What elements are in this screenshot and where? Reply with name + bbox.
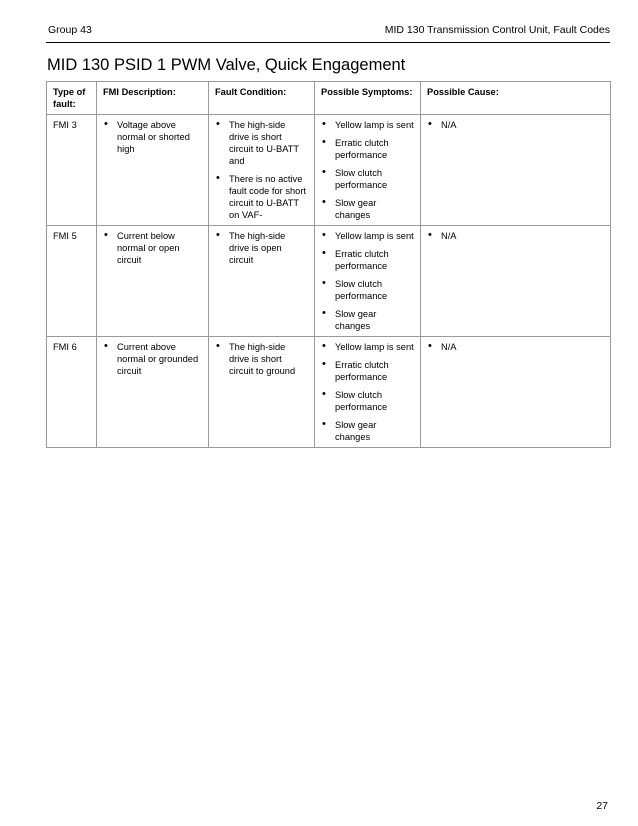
table-body — [47, 115, 611, 448]
cell-cause — [421, 226, 611, 337]
bullet-icon: • — [322, 277, 326, 289]
list-item-text: N/A — [441, 342, 457, 352]
cell-cause — [421, 337, 611, 448]
cell-fault-type: FMI 6 — [47, 337, 97, 448]
col-possible-cause: Possible Cause: — [421, 82, 611, 115]
list-item-text: There is no active fault code for short circuit to U-BATT on VAF- — [229, 174, 306, 220]
list-item — [321, 230, 414, 242]
list-item-text: Erratic clutch performance — [335, 360, 389, 382]
cell-fault-type: FMI 5 — [47, 226, 97, 337]
page-title: MID 130 PSID 1 PWM Valve, Quick Engagement — [47, 56, 406, 74]
list-item-text: Slow clutch performance — [335, 279, 388, 301]
bullet-icon: • — [322, 136, 326, 148]
list-item — [321, 308, 414, 332]
bullet-list — [321, 230, 414, 332]
cell-fault-type: FMI 3 — [47, 115, 97, 226]
header-rule — [46, 42, 610, 43]
bullet-icon: • — [322, 340, 326, 352]
cell-cause — [421, 115, 611, 226]
list-item — [321, 278, 414, 302]
bullet-icon: • — [428, 340, 432, 352]
cell-symptoms — [315, 115, 421, 226]
bullet-list — [103, 341, 202, 377]
bullet-icon: • — [322, 418, 326, 430]
list-item — [427, 230, 604, 242]
list-item-text: Yellow lamp is sent — [335, 231, 414, 241]
bullet-icon: • — [216, 340, 220, 352]
fault-code-table — [46, 81, 611, 448]
header-group: Group 43 — [48, 24, 92, 36]
bullet-icon: • — [322, 358, 326, 370]
bullet-list — [321, 341, 414, 443]
list-item — [321, 137, 414, 161]
bullet-icon: • — [322, 247, 326, 259]
list-item — [321, 197, 414, 221]
bullet-list — [103, 230, 202, 266]
bullet-list — [427, 341, 604, 353]
col-fmi-description: FMI Description: — [97, 82, 209, 115]
bullet-list — [427, 230, 604, 242]
list-item-text: N/A — [441, 231, 457, 241]
list-item — [215, 173, 308, 221]
col-type-of-fault: Type of fault: — [47, 82, 97, 115]
cell-condition — [209, 115, 315, 226]
list-item-text: The high-side drive is short circuit to U-BATT and — [229, 120, 299, 166]
list-item — [321, 419, 414, 443]
cell-condition — [209, 226, 315, 337]
bullet-list — [103, 119, 202, 155]
page-number: 27 — [596, 800, 608, 812]
cell-symptoms — [315, 226, 421, 337]
list-item-text: Slow clutch performance — [335, 390, 388, 412]
list-item — [427, 119, 604, 131]
bullet-list — [215, 341, 308, 377]
table-header-row — [47, 82, 611, 115]
bullet-icon: • — [104, 229, 108, 241]
list-item-text: The high-side drive is short circuit to ground — [229, 342, 296, 376]
cell-fmi — [97, 337, 209, 448]
bullet-list — [215, 230, 308, 266]
list-item-text: Erratic clutch performance — [335, 138, 389, 160]
bullet-list — [427, 119, 604, 131]
bullet-icon: • — [428, 229, 432, 241]
list-item-text: Current below normal or open circuit — [117, 231, 180, 265]
cell-symptoms — [315, 337, 421, 448]
list-item-text: Yellow lamp is sent — [335, 120, 414, 130]
table-row — [47, 115, 611, 226]
list-item-text: N/A — [441, 120, 457, 130]
table-row — [47, 337, 611, 448]
list-item — [215, 341, 308, 377]
bullet-icon: • — [322, 166, 326, 178]
bullet-icon: • — [216, 172, 220, 184]
list-item — [321, 389, 414, 413]
bullet-icon: • — [322, 118, 326, 130]
bullet-icon: • — [322, 388, 326, 400]
list-item — [427, 341, 604, 353]
bullet-list — [215, 119, 308, 221]
cell-fmi — [97, 115, 209, 226]
col-possible-symptoms: Possible Symptoms: — [315, 82, 421, 115]
table-row — [47, 226, 611, 337]
list-item — [321, 341, 414, 353]
list-item-text: Erratic clutch performance — [335, 249, 389, 271]
list-item-text: Slow clutch performance — [335, 168, 388, 190]
list-item-text: Current above normal or grounded circuit — [117, 342, 199, 376]
list-item — [103, 341, 202, 377]
list-item-text: Slow gear changes — [335, 198, 377, 220]
list-item-text: Voltage above normal or shorted high — [117, 120, 190, 154]
col-fault-condition: Fault Condition: — [209, 82, 315, 115]
list-item-text: Yellow lamp is sent — [335, 342, 414, 352]
bullet-icon: • — [322, 307, 326, 319]
list-item — [103, 230, 202, 266]
list-item — [215, 230, 308, 266]
bullet-list — [321, 119, 414, 221]
list-item-text: Slow gear changes — [335, 309, 377, 331]
list-item — [321, 359, 414, 383]
list-item — [321, 248, 414, 272]
list-item — [321, 167, 414, 191]
list-item — [215, 119, 308, 167]
list-item — [103, 119, 202, 155]
cell-fmi — [97, 226, 209, 337]
list-item — [321, 119, 414, 131]
header-section-title: MID 130 Transmission Control Unit, Fault Codes — [384, 24, 610, 36]
list-item-text: Slow gear changes — [335, 420, 377, 442]
bullet-icon: • — [322, 229, 326, 241]
bullet-icon: • — [216, 229, 220, 241]
list-item-text: The high-side drive is open circuit — [229, 231, 286, 265]
bullet-icon: • — [322, 196, 326, 208]
bullet-icon: • — [428, 118, 432, 130]
bullet-icon: • — [216, 118, 220, 130]
bullet-icon: • — [104, 340, 108, 352]
bullet-icon: • — [104, 118, 108, 130]
cell-condition — [209, 337, 315, 448]
